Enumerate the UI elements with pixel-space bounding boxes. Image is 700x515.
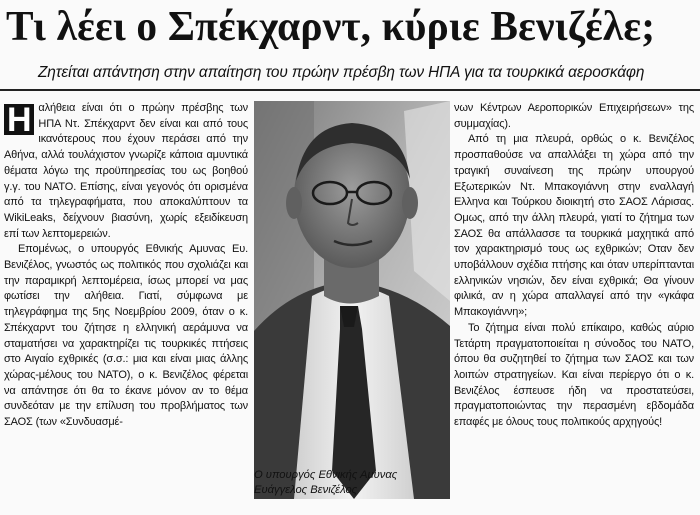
paragraph-5: Το ζήτημα είναι πολύ επίκαιρο, καθώς αύριο Τετάρτη πραγματοποιείται η σύνοδος του ΝΑΤΟ, όπου θα συζητηθεί το ζήτημα των ΣΑΟΣ και των λοιπών στρατηγείων. Και είναι περίεργο ότι ο κ. Βενιζέλος έσπευσε ήδη να προστατεύσει, πραγματοποιώντας την περασμένη εβδομάδα επαφές με όλους τους πολιτικούς αρχηγούς! [454,321,694,429]
photo-caption: Ο υπουργός Εθνικής Αμυνας Ευάγγελος Βενιζέλος [254,469,398,496]
paragraph-1-text: αλήθεια είναι ότι ο πρώην πρέσβης των ΗΠΑ Ντ. Σπέκχαρντ δεν είναι και από τους ικανότερους που έχουν περάσει από την Αθήνα, αλλά τουλάχιστον γνωρίζε κάποια αμυντικά θέματα λόγω της προϋπηρεσίας του ως βοηθού γ.γ. του ΝΑΤΟ. Επίσης, είναι γεγονός ότι ορισμένα από τα τηλεγραφήματα, που αποκαλύπτουν τα WikiLeaks, δείχνουν βιασύνη, χωρίς εξειδίκευση επί των λεπτομερειών. [4,102,248,240]
paragraph-1 [4,101,248,242]
paragraph-2: Επομένως, ο υπουργός Εθνικής Αμυνας Ευ. Βενιζέλος, γνωστός ως πολιτικός που σχολιάζει και την παραμικρή λεπτομέρεια, ίσως μπορεί να μας φωτίσει την αλήθεια. Γιατί, σύμφωνα με τηλεγράφημα της 5ης Νοεμβρίου 2009, όταν ο κ. Σπέκχαρντ του ζήτησε η ελληνική αεράμυνα να σταματήσει να χαρακτηρίζει τις τουρκικές πτήσεις στο Αιγαίο εχθρικές (σ.σ.: μια και είναι μιας άλλης χώρας-μέλους του ΝΑΤΟ), ο κ. Βενιζέλος φέρεται να απάντησε ότι θα το έκανε μόνον αν το θέμα συνδεόταν με την επίλυση του προβλήματος των ΣΑΟΣ (των «Συνδυασμέ- [4,243,248,429]
headline: Τι λέει ο Σπέκχαρντ, κύριε Βενιζέλε; [6,4,656,50]
paragraph-3: νων Κέντρων Αεροπορικών Επιχειρήσεων» της συμμαχίας). [454,102,694,130]
portrait-illustration [254,101,450,499]
dropcap: Η [4,104,34,135]
article-column-1 [4,101,248,431]
portrait-photo [254,101,450,499]
subheadline: Ζητείται απάντηση στην απαίτηση του πρώην πρέσβη των ΗΠΑ για τα τουρκικά αεροσκάφη [38,64,645,81]
article-column-2 [454,101,694,431]
paragraph-4: Από τη μια πλευρά, ορθώς ο κ. Βενιζέλος προσπαθούσε να απαλλάξει τη χώρα από την τραγική συναίνεση της πρώην υπουργού Εξωτερικών Ντ. Μπακογιάννη στην εναλλαγή Ελληνα και Τούρκου διοικητή στο ΣΑΟΣ Λάρισας. Ομως, από την άλλη πλευρά, γιατί το ζήτημα των ΣΑΟΣ θα απάλλασσε τα τουρκικά μαχητικά από τον χαρακτηρισμό τους ως εχθρικών; Οταν δεν υποβάλλουν σχέδια πτήσης και όταν υπερίπτανται ελληνικών νησιών, δεν είναι εχθρικά; Θα γίνουν φιλικά, αν η χώρα απαλλαγεί από την «γκάφα Μπακογιάννη»; [454,133,694,319]
divider-rule [0,89,700,91]
